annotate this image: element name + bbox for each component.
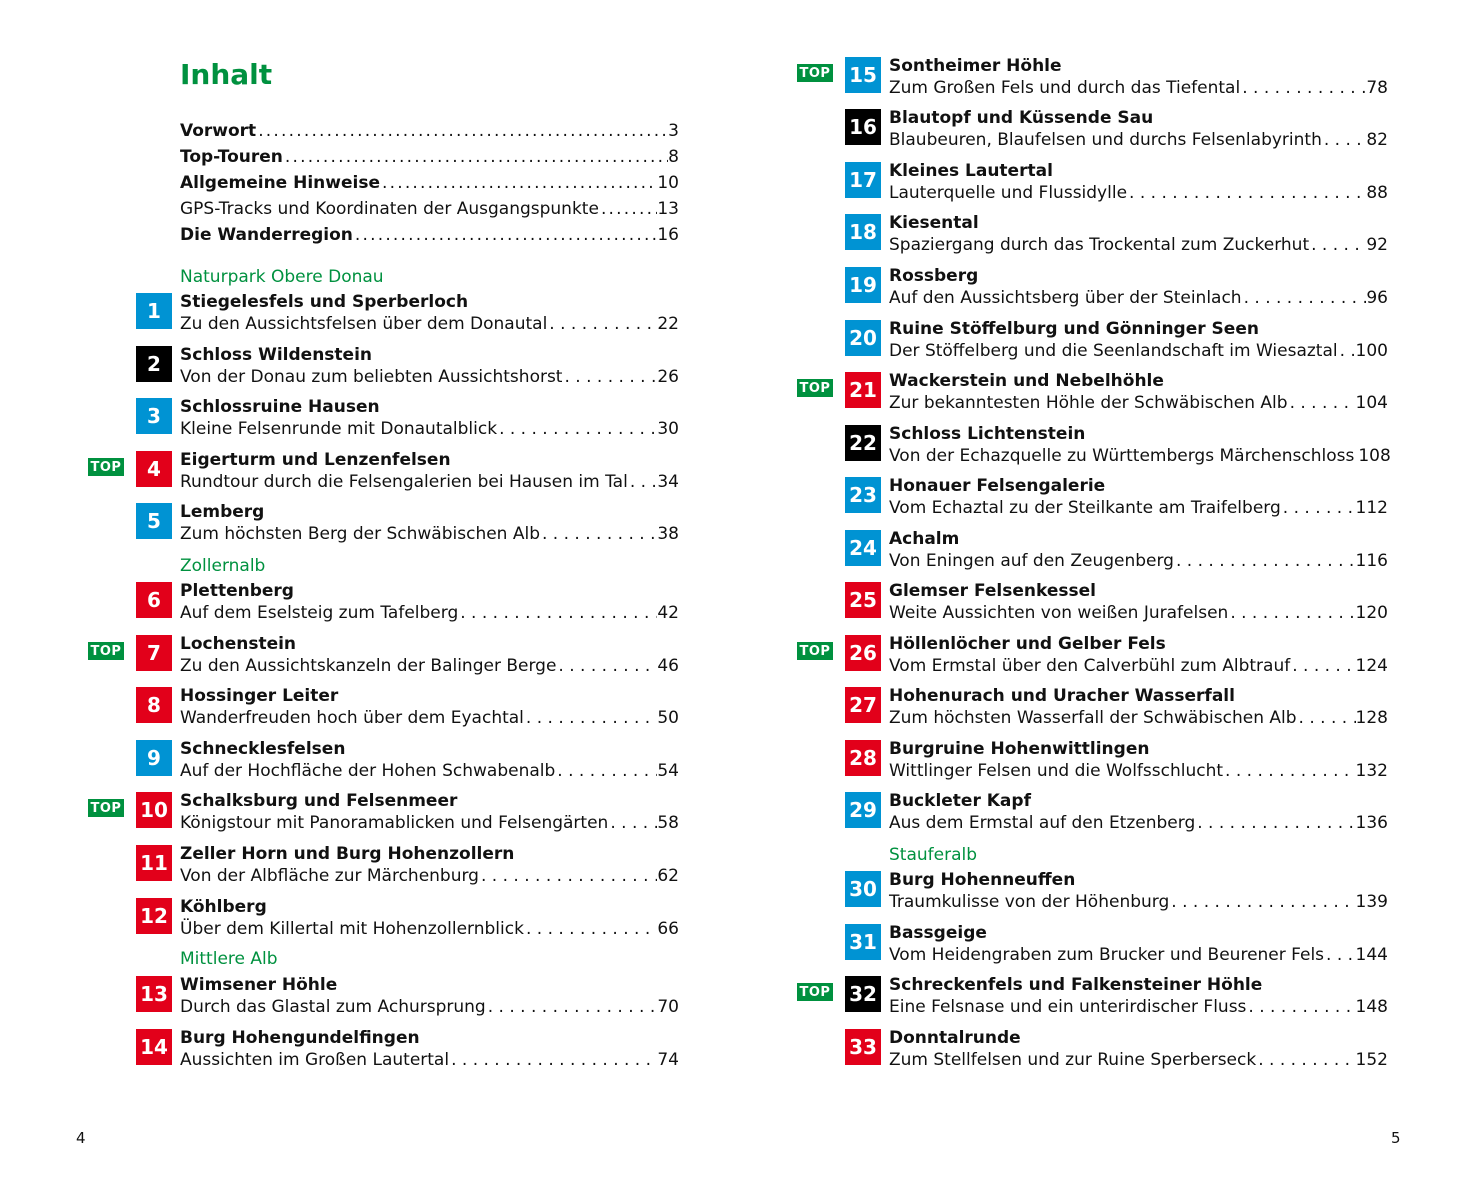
tour-subtitle-row <box>889 891 1388 913</box>
leader-dots <box>524 707 657 729</box>
tour-page: 148 <box>1355 997 1388 1017</box>
tour-subtitle-row <box>180 418 679 440</box>
tour-page: 100 <box>1355 341 1388 361</box>
tour-subtitle-row <box>180 602 679 624</box>
tour-title: Kleines Lautertal <box>889 161 1053 181</box>
tour-subtitle-row <box>889 234 1388 256</box>
top-badge: TOP <box>797 64 833 82</box>
tour-title: Glemser Felsenkessel <box>889 581 1096 601</box>
tour-subtitle-row <box>889 392 1388 414</box>
tour-title: Plettenberg <box>180 581 294 601</box>
tour-page: 120 <box>1355 603 1388 623</box>
tour-number: 17 <box>845 162 881 198</box>
tour-entry[interactable] <box>849 265 1388 317</box>
tour-subtitle-row <box>180 1049 679 1071</box>
tour-page: 152 <box>1355 1050 1388 1070</box>
tour-entry[interactable] <box>849 528 1388 580</box>
leader-dots <box>449 1049 657 1071</box>
top-badge: TOP <box>88 458 124 476</box>
tour-subtitle: Aussichten im Großen Lautertal <box>180 1050 450 1070</box>
tour-subtitle: Lauterquelle und Flussidylle <box>889 183 1128 203</box>
tour-number: 10 <box>136 792 172 828</box>
tour-title: Sontheimer Höhle <box>889 56 1062 76</box>
tour-entry[interactable] <box>799 370 1388 422</box>
leader-dots <box>1338 340 1356 362</box>
leader-dots <box>1169 891 1355 913</box>
tour-subtitle: Zum höchsten Berg der Schwäbischen Alb <box>180 524 540 544</box>
tour-title: Achalm <box>889 529 960 549</box>
tour-subtitle-row <box>180 996 679 1018</box>
tour-page: 136 <box>1355 813 1388 833</box>
tour-title: Zeller Horn und Burg Hohenzollern <box>180 844 515 864</box>
leader-dots <box>479 865 657 887</box>
tour-page: 66 <box>657 919 679 939</box>
tour-subtitle-row <box>889 182 1388 204</box>
tour-subtitle: Eine Felsnase und ein unterirdischer Fluss <box>889 997 1247 1017</box>
leader-dots <box>1246 996 1355 1018</box>
top-badge: TOP <box>797 642 833 660</box>
tour-number: 21 <box>845 372 881 408</box>
tour-number: 6 <box>136 582 172 618</box>
tour-entry[interactable] <box>147 580 679 632</box>
tour-subtitle-row <box>889 760 1388 782</box>
tour-page: 78 <box>1366 78 1388 98</box>
tour-entry[interactable] <box>147 738 679 790</box>
tour-subtitle: Königstour mit Panoramablicken und Felsengärten <box>180 813 609 833</box>
leader-dots <box>555 760 657 782</box>
tour-number: 4 <box>136 451 172 487</box>
tour-page: 104 <box>1355 393 1388 413</box>
tour-number: 12 <box>136 898 172 934</box>
tour-page: 22 <box>657 314 679 334</box>
tour-page: 70 <box>657 997 679 1017</box>
tour-subtitle-row <box>180 523 679 545</box>
tour-number: 11 <box>136 845 172 881</box>
tour-page: 96 <box>1366 288 1388 308</box>
leader-dots <box>486 996 658 1018</box>
tour-entry[interactable] <box>849 423 1391 475</box>
tour-page: 144 <box>1355 945 1388 965</box>
tour-title: Burg Hohenneuffen <box>889 870 1076 890</box>
leader-dots <box>1195 812 1355 834</box>
tour-number: 7 <box>136 635 172 671</box>
tour-subtitle-row <box>889 944 1388 966</box>
tour-subtitle: Zum höchsten Wasserfall der Schwäbischen Alb <box>889 708 1297 728</box>
tour-subtitle-row <box>889 707 1388 729</box>
tour-page: 34 <box>657 472 679 492</box>
tour-title: Stiegelesfels und Sperberloch <box>180 292 469 312</box>
tour-subtitle-row <box>889 129 1388 151</box>
tour-number: 9 <box>136 740 172 776</box>
tour-entry[interactable] <box>849 869 1388 921</box>
top-badge: TOP <box>797 379 833 397</box>
tour-subtitle: Traumkulisse von der Höhenburg <box>889 892 1170 912</box>
section-heading: Stauferalb <box>889 845 978 865</box>
section-heading: Mittlere Alb <box>180 949 278 969</box>
leader-dots <box>1242 287 1367 309</box>
toc-entry[interactable]: Allgemeine Hinweise . . . 10 <box>180 170 679 196</box>
tour-subtitle-row <box>180 865 679 887</box>
tour-title: Höllenlöcher und Gelber Fels <box>889 634 1166 654</box>
tour-subtitle: Kleine Felsenrunde mit Donautalblick <box>180 419 498 439</box>
leader-dots <box>1324 944 1356 966</box>
tour-page: 62 <box>657 866 679 886</box>
tour-title: Schlossruine Hausen <box>180 397 380 417</box>
tour-subtitle: Zu den Aussichtskanzeln der Balinger Berge <box>180 656 557 676</box>
tour-number: 1 <box>136 293 172 329</box>
tour-number: 19 <box>845 267 881 303</box>
tour-subtitle: Aus dem Ermstal auf den Etzenberg <box>889 813 1196 833</box>
tour-title: Bassgeige <box>889 923 987 943</box>
tour-title: Eigerturm und Lenzenfelsen <box>180 450 451 470</box>
tour-entry[interactable] <box>140 974 679 1026</box>
tour-title: Ruine Stöffelburg und Gönninger Seen <box>889 319 1259 339</box>
tour-number: 23 <box>845 477 881 513</box>
tour-subtitle-row <box>889 996 1388 1018</box>
tour-subtitle-row <box>889 812 1388 834</box>
tour-subtitle: Rundtour durch die Felsengalerien bei Hausen im Tal <box>180 472 628 492</box>
leader-dots <box>1290 655 1355 677</box>
tour-title: Burgruine Hohenwittlingen <box>889 739 1150 759</box>
toc-entry[interactable]: Top-Touren . . . 8 <box>180 144 679 170</box>
tour-subtitle: Von der Echazquelle zu Württembergs Märchenschloss <box>889 446 1355 466</box>
tour-page: 108 <box>1358 446 1391 466</box>
leader-dots <box>1240 77 1366 99</box>
top-badge: TOP <box>88 642 124 660</box>
tour-page: 116 <box>1355 551 1388 571</box>
tour-subtitle-row <box>180 707 679 729</box>
tour-entry[interactable] <box>90 790 679 842</box>
tour-subtitle: Von Eningen auf den Zeugenberg <box>889 551 1174 571</box>
leader-dots <box>497 418 657 440</box>
tour-subtitle: Wittlinger Felsen und die Wolfsschlucht <box>889 761 1224 781</box>
tour-subtitle: Wanderfreuden hoch über dem Eyachtal <box>180 708 524 728</box>
tour-page: 82 <box>1366 130 1388 150</box>
tour-subtitle: Zu den Aussichtsfelsen über dem Donautal <box>180 314 548 334</box>
tour-title: Donntalrunde <box>889 1028 1021 1048</box>
leader-dots <box>1256 1049 1355 1071</box>
tour-subtitle: Vom Heidengraben zum Brucker und Beurener Fels <box>889 945 1325 965</box>
toc-entry[interactable]: Die Wanderregion . . . 16 <box>180 222 679 248</box>
tour-number: 24 <box>845 530 881 566</box>
tour-subtitle-row <box>889 655 1388 677</box>
tour-subtitle-row <box>180 313 679 335</box>
tour-subtitle-row <box>180 918 679 940</box>
tour-entry[interactable] <box>140 843 679 895</box>
tour-entry[interactable] <box>849 1027 1388 1079</box>
tour-number: 27 <box>845 687 881 723</box>
tour-number: 15 <box>845 57 881 93</box>
tour-page: 88 <box>1366 183 1388 203</box>
leader-dots <box>1223 760 1356 782</box>
tour-title: Köhlberg <box>180 897 267 917</box>
tour-page: 139 <box>1355 892 1388 912</box>
leader-dots <box>547 313 657 335</box>
leader-dots <box>562 366 657 388</box>
tour-subtitle: Blaubeuren, Blaufelsen und durchs Felsenlabyrinth <box>889 130 1322 150</box>
leader-dots <box>1281 497 1356 519</box>
tour-number: 20 <box>845 320 881 356</box>
leader-dots <box>458 602 657 624</box>
tour-number: 31 <box>845 924 881 960</box>
tour-subtitle-row <box>889 550 1388 572</box>
tour-title: Rossberg <box>889 266 979 286</box>
tour-entry[interactable] <box>849 212 1388 264</box>
tour-number: 30 <box>845 871 881 907</box>
tour-page: 58 <box>657 813 679 833</box>
tour-number: 22 <box>845 425 881 461</box>
leader-dots <box>524 918 657 940</box>
tour-subtitle: Von der Donau zum beliebten Aussichtshorst <box>180 367 563 387</box>
tour-entry[interactable] <box>90 633 679 685</box>
tour-title: Honauer Felsengalerie <box>889 476 1106 496</box>
tour-subtitle: Auf den Aussichtsberg über der Steinlach <box>889 288 1242 308</box>
tour-subtitle: Durch das Glastal zum Achursprung <box>180 997 486 1017</box>
tour-entry[interactable] <box>849 738 1388 790</box>
tour-title: Schloss Wildenstein <box>180 345 372 365</box>
tour-page: 112 <box>1355 498 1388 518</box>
tour-title: Burg Hohengundelfingen <box>180 1028 420 1048</box>
tour-page: 50 <box>657 708 679 728</box>
tour-title: Buckleter Kapf <box>889 791 1031 811</box>
tour-page: 92 <box>1366 235 1388 255</box>
tour-number: 2 <box>136 346 172 382</box>
tour-page: 30 <box>657 419 679 439</box>
leader-dots <box>1228 602 1355 624</box>
tour-title: Schloss Lichtenstein <box>889 424 1086 444</box>
tour-number: 33 <box>845 1029 881 1065</box>
tour-subtitle: Der Stöffelberg und die Seenlandschaft im Wiesaztal <box>889 341 1338 361</box>
tour-subtitle: Weite Aussichten von weißen Jurafelsen <box>889 603 1229 623</box>
tour-subtitle-row <box>180 760 679 782</box>
tour-entry[interactable] <box>849 685 1388 737</box>
tour-subtitle-row <box>889 77 1388 99</box>
front-matter <box>180 118 679 248</box>
tour-title: Lemberg <box>180 502 265 522</box>
leader-dots <box>1174 550 1356 572</box>
toc-entry[interactable]: GPS-Tracks und Koordinaten der Ausgangspunkte . . . 13 <box>180 196 679 222</box>
tour-subtitle-row <box>889 497 1388 519</box>
tour-number: 14 <box>136 1029 172 1065</box>
tour-number: 8 <box>136 687 172 723</box>
top-badge: TOP <box>88 799 124 817</box>
tour-number: 29 <box>845 792 881 828</box>
leader-dots <box>1127 182 1366 204</box>
tour-number: 5 <box>136 503 172 539</box>
tour-number: 28 <box>845 740 881 776</box>
tour-subtitle-row <box>180 655 679 677</box>
tour-entry[interactable] <box>147 685 679 737</box>
tour-subtitle-row <box>180 366 679 388</box>
leader-dots <box>608 812 657 834</box>
tour-entry[interactable] <box>849 160 1388 212</box>
tour-entry[interactable] <box>849 922 1388 974</box>
tour-page: 38 <box>657 524 679 544</box>
leader-dots <box>1322 129 1367 151</box>
tour-entry[interactable] <box>147 291 679 343</box>
tour-number: 13 <box>136 976 172 1012</box>
tour-number: 3 <box>136 398 172 434</box>
tour-subtitle: Zum Großen Fels und durch das Tiefental <box>889 78 1241 98</box>
section-heading: Zollernalb <box>180 556 266 576</box>
tour-entry[interactable] <box>147 396 679 448</box>
tour-entry[interactable] <box>799 633 1388 685</box>
tour-entry[interactable] <box>849 580 1388 632</box>
tour-title: Schnecklesfelsen <box>180 739 346 759</box>
tour-title: Lochenstein <box>180 634 297 654</box>
leader-dots <box>1309 234 1366 256</box>
tour-entry[interactable] <box>849 475 1388 527</box>
leader-dots <box>1288 392 1356 414</box>
tour-title: Hohenurach und Uracher Wasserfall <box>889 686 1235 706</box>
tour-entry[interactable] <box>140 1027 679 1079</box>
tour-subtitle-row <box>889 445 1391 467</box>
tour-number: 16 <box>845 109 881 145</box>
tour-number: 32 <box>845 976 881 1012</box>
tour-subtitle: Von der Albfläche zur Märchenburg <box>180 866 479 886</box>
tour-subtitle-row <box>889 602 1388 624</box>
tour-subtitle-row <box>180 812 679 834</box>
tour-entry[interactable] <box>90 449 679 501</box>
tour-title: Blautopf und Küssende Sau <box>889 108 1154 128</box>
tour-title: Wimsener Höhle <box>180 975 338 995</box>
leader-dots <box>556 655 657 677</box>
tour-number: 25 <box>845 582 881 618</box>
tour-subtitle: Über dem Killertal mit Hohenzollernblick <box>180 919 524 939</box>
leader-dots <box>1297 707 1356 729</box>
tour-entry[interactable] <box>147 501 679 553</box>
tour-subtitle-row <box>180 471 679 493</box>
tour-subtitle-row <box>889 287 1388 309</box>
tour-number: 26 <box>845 635 881 671</box>
tour-subtitle-row <box>889 1049 1388 1071</box>
tour-page: 26 <box>657 367 679 387</box>
tour-page: 128 <box>1355 708 1388 728</box>
tour-page: 132 <box>1355 761 1388 781</box>
tour-title: Schalksburg und Felsenmeer <box>180 791 458 811</box>
tour-page: 46 <box>657 656 679 676</box>
tour-entry[interactable] <box>140 896 679 948</box>
toc-entry[interactable]: Vorwort . . . 3 <box>180 118 679 144</box>
tour-page: 124 <box>1355 656 1388 676</box>
tour-number: 18 <box>845 214 881 250</box>
tour-subtitle: Vom Ermstal über den Calverbühl zum Albtrauf <box>889 656 1291 676</box>
tour-page: 42 <box>657 603 679 623</box>
section-heading: Naturpark Obere Donau <box>180 267 384 287</box>
tour-page: 54 <box>657 761 679 781</box>
tour-entry[interactable] <box>799 55 1388 107</box>
tour-entry[interactable] <box>147 344 679 396</box>
tour-entry[interactable] <box>849 790 1388 842</box>
tour-title: Schreckenfels und Falkensteiner Höhle <box>889 975 1263 995</box>
page-number-left: 4 <box>76 1129 86 1147</box>
tour-subtitle: Auf dem Eselsteig zum Tafelberg <box>180 603 459 623</box>
page-title: Inhalt <box>180 58 273 91</box>
tour-subtitle: Vom Echaztal zu der Steilkante am Traifelberg <box>889 498 1281 518</box>
leader-dots <box>540 523 657 545</box>
tour-title: Wackerstein und Nebelhöhle <box>889 371 1164 391</box>
tour-entry[interactable] <box>849 107 1388 159</box>
tour-subtitle: Zur bekanntesten Höhle der Schwäbischen Alb <box>889 393 1288 413</box>
top-badge: TOP <box>797 983 833 1001</box>
tour-entry[interactable] <box>799 974 1388 1026</box>
tour-subtitle: Spaziergang durch das Trockental zum Zuckerhut <box>889 235 1310 255</box>
tour-subtitle: Auf der Hochfläche der Hohen Schwabenalb <box>180 761 556 781</box>
tour-subtitle: Zum Stellfelsen und zur Ruine Sperberseck <box>889 1050 1257 1070</box>
tour-title: Kiesental <box>889 213 979 233</box>
tour-subtitle-row <box>889 340 1388 362</box>
leader-dots <box>628 471 658 493</box>
page-number-right: 5 <box>1391 1129 1401 1147</box>
tour-entry[interactable] <box>849 318 1388 370</box>
tour-page: 74 <box>657 1050 679 1070</box>
tour-title: Hossinger Leiter <box>180 686 339 706</box>
